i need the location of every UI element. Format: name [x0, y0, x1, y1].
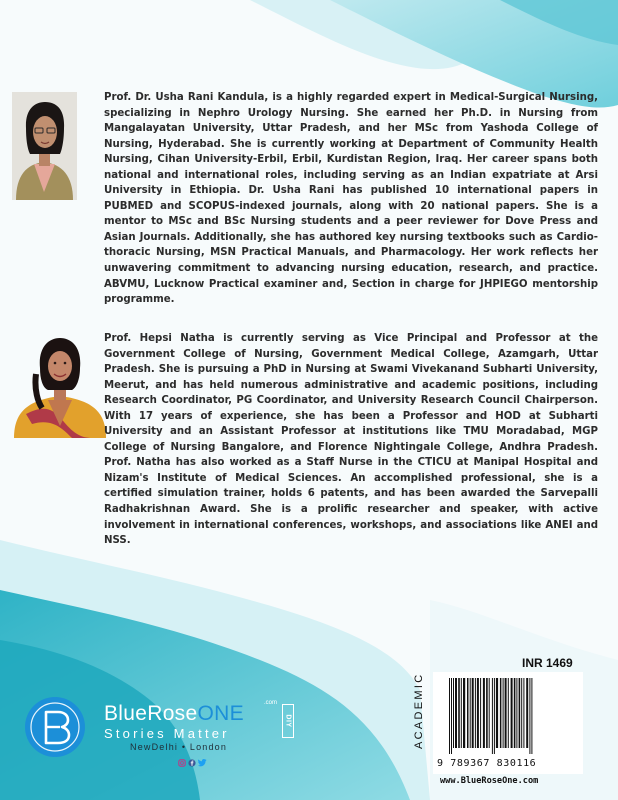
barcode-bar — [470, 678, 471, 748]
barcode-bar — [519, 678, 521, 748]
publisher-name-part1: BlueRose — [104, 702, 198, 725]
author-portrait-2-icon — [12, 330, 108, 438]
price-label: INR 1469 — [522, 656, 573, 670]
diy-badge-label: DIY — [284, 714, 292, 728]
barcode-bar — [453, 678, 454, 748]
author-1-photo — [12, 92, 77, 200]
barcode-bar — [508, 678, 509, 748]
barcode-bar — [477, 678, 479, 748]
barcode-bar — [472, 678, 474, 748]
barcode-bar — [516, 678, 517, 748]
barcode-bar — [526, 678, 528, 748]
bluerose-b-logo-icon — [24, 696, 86, 758]
social-icons — [178, 759, 207, 769]
barcode-bar — [475, 678, 476, 748]
category-label: ACADEMIC — [413, 672, 425, 749]
barcode-bar — [467, 678, 469, 748]
publisher-tagline: Stories Matter — [104, 726, 230, 741]
barcode-bar — [503, 678, 504, 748]
barcode-bar — [451, 678, 452, 754]
barcode-bar — [494, 678, 495, 754]
barcode-bar — [489, 678, 490, 748]
isbn-barcode — [447, 678, 575, 754]
barcode-bar — [523, 678, 524, 748]
author-2-bio: Prof. Hepsi Natha is currently serving as Vice Principal and Professor at the Government College of Nursing, Government Medical College, Azamgarh, Uttar Pradesh. She is pursuing a PhD in Nursing at Swami Vivekanand Subharti University, Meerut, and has held numerous administrative and academic positions, including Research Coordinator, PG Coordinator, and University Research Council Chairperson. With 17 years of experience, she has been a Professor and HOD at Subharti University and an Assistant Professor at institutions like TMU Moradabad, MGP College of Nursing Bangalore, and Florence Nightingale College, Andhra Pradesh. Prof. Natha has also worked as a Staff Nurse in the CTICU at Manipal Hospital and Nizam's Institute of Medical Sciences. An accomplished professional, she is a certified simulation trainer, holds 6 patents, and has been awarded the Sarvepalli Radhakrishnan Award. She is a prolific researcher and speaker, with active involvement in international conferences, workshops, and associations like ANEI and NSS. — [104, 333, 598, 547]
publisher-domain-suffix: .com — [264, 700, 278, 706]
diy-badge — [282, 704, 294, 738]
facebook-icon[interactable] — [188, 759, 196, 767]
barcode-bar — [463, 678, 465, 748]
barcode-bar — [486, 678, 488, 748]
barcode-bar — [505, 678, 507, 748]
barcode-bar — [492, 678, 493, 754]
instagram-icon[interactable] — [178, 759, 186, 767]
barcode-bar — [483, 678, 485, 748]
barcode-bar — [455, 678, 457, 748]
publisher-name-part2: ONE — [197, 702, 244, 725]
author-2-photo — [12, 330, 108, 438]
barcode-bar — [521, 678, 522, 748]
twitter-icon[interactable] — [198, 759, 207, 767]
publisher-website: www.BlueRoseOne.com — [440, 776, 539, 786]
publisher-name — [104, 702, 244, 726]
barcode-bar — [511, 678, 513, 748]
author-portrait-1-icon — [12, 92, 77, 200]
author-1-bio: Prof. Dr. Usha Rani Kandula, is a highly regarded expert in Medical-Surgical Nursing, specializing in Nephro Urology Nursing. She earned her Ph.D. in Nursing from Mangalayatan University, Uttar Pradesh, and her MSc from Yashoda College of Nursing, Hyderabad. She is currently working at Department of Community Health Nursing, Cihan University-Erbil, Erbil, Kurdistan Region, Iraq. Her career spans both national and international roles, including serving as an Indian expatriate at Arsi University in Ethiopia. Dr. Usha Rani has published 10 international papers in PUBMED and SCOPUS-indexed journals, along with 20 national papers. She is a mentor to MSc and BSc Nursing students and a peer reviewer for Dove Press and Asian Journals. Additionally, she has authored key nursing textbooks such as Cardio-thoracic Nursing, MSN Practical Manuals, and Pharmacology. Her work reflects her unwavering commitment to advancing nursing education, research, and practice. ABVMU, Lucknow Practical examiner and, Section in charge for JHPIEGO mentorship programme. — [104, 92, 598, 306]
barcode-bar — [480, 678, 481, 748]
barcode-bar — [529, 678, 530, 754]
barcode-bar — [500, 678, 502, 748]
barcode-bar — [449, 678, 450, 754]
barcode-bar — [496, 678, 498, 748]
barcode-bar — [531, 678, 532, 754]
barcode-bar — [458, 678, 460, 748]
barcode-bar — [461, 678, 462, 748]
publisher-cities: NewDelhi • London — [130, 742, 228, 752]
isbn-number: 9 789367 830116 — [437, 758, 537, 769]
barcode-bar — [514, 678, 516, 748]
